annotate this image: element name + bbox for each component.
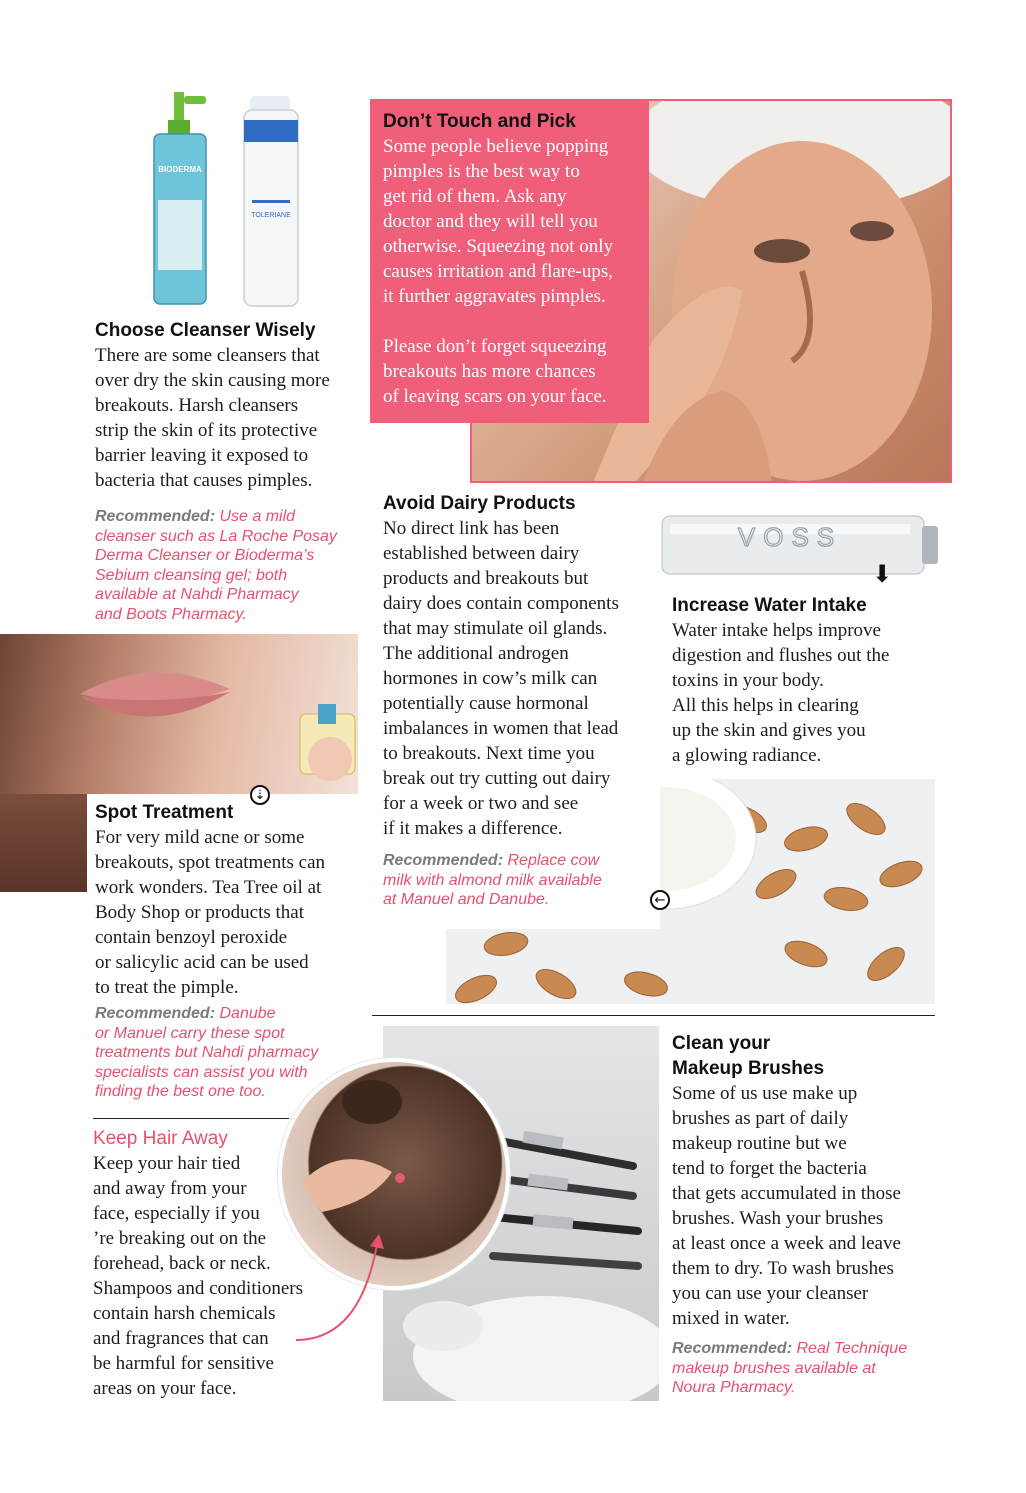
arrow-down-circle-icon: ⇣ — [250, 785, 270, 805]
body-line: bacteria that causes pimples. — [95, 470, 313, 491]
body-line: breakouts, spot treatments can — [95, 852, 326, 873]
body-line: or salicylic acid can be used — [95, 952, 309, 973]
body-line: brushes. Wash your brushes — [672, 1208, 884, 1229]
section-title: Spot Treatment — [95, 802, 234, 823]
bioderma-label: BIODERMA — [158, 165, 202, 174]
section-title: Choose Cleanser Wisely — [95, 320, 316, 341]
body-line: Please don’t forget squeezing — [383, 336, 607, 357]
body-line: dairy does contain components — [383, 593, 619, 614]
body-line: hormones in cow’s milk can — [383, 668, 598, 689]
body-line: Some of us use make up — [672, 1083, 858, 1104]
rec-line: at Manuel and Danube. — [383, 891, 550, 908]
section-body — [383, 516, 658, 841]
body-line: imbalances in women that lead — [383, 718, 619, 739]
body-line: for a week or two and see — [383, 793, 579, 814]
rec-line: Use a mild — [219, 508, 296, 525]
dairy-section — [383, 491, 658, 910]
rec-line: milk with almond milk available — [383, 871, 602, 889]
body-line: that gets accumulated in those — [672, 1183, 901, 1204]
body-line: contain benzoyl peroxide — [95, 927, 288, 948]
section-title-line2: Makeup Brushes — [672, 1058, 825, 1079]
body-line: All this helps in clearing — [672, 695, 859, 716]
rec-line: Noura Pharmacy. — [672, 1379, 796, 1396]
body-line: tend to forget the bacteria — [672, 1158, 867, 1179]
rec-label: Recommended: — [672, 1340, 793, 1357]
section-body — [95, 343, 365, 493]
body-line: doctor and they will tell you — [383, 211, 598, 232]
body-line: digestion and flushes out the — [672, 645, 890, 666]
rec-line: treatments but Nahdi pharmacy — [95, 1044, 319, 1061]
body-line: a glowing radiance. — [672, 745, 822, 766]
body-line: The additional androgen — [383, 643, 569, 664]
rec-line: Danube — [219, 1005, 276, 1022]
body-line: that may stimulate oil glands. — [383, 618, 608, 639]
section-body — [95, 825, 365, 1000]
body-line: Some people believe popping — [383, 136, 609, 157]
body-line: makeup routine but we — [672, 1133, 847, 1154]
body-line: contain harsh chemicals — [93, 1303, 276, 1324]
body-line: barrier leaving it exposed to — [95, 445, 309, 466]
rec-line: Replace cow — [507, 852, 600, 869]
rec-line: available at Nahdi Pharmacy — [95, 586, 299, 603]
divider-spot-hair — [93, 1118, 289, 1119]
cleanser-section — [95, 318, 365, 624]
body-line: otherwise. Squeezing not only — [383, 236, 614, 257]
body-line: get rid of them. Ask any — [383, 186, 567, 207]
body-line: you can use your cleanser — [672, 1283, 869, 1304]
body-line: forehead, back or neck. — [93, 1253, 271, 1274]
body-line: causes irritation and flare-ups, — [383, 261, 614, 282]
body-line: them to dry. To wash brushes — [672, 1258, 894, 1279]
body-line: of leaving scars on your face. — [383, 386, 607, 407]
body-line: Water intake helps improve — [672, 620, 881, 641]
body-line: areas on your face. — [93, 1378, 237, 1399]
section-title-line1: Clean your — [672, 1033, 771, 1054]
body-line: No direct link has been — [383, 518, 560, 539]
body-line: mixed in water. — [672, 1308, 790, 1329]
spot-section — [95, 800, 365, 1102]
body-line: and fragrances that can — [93, 1328, 269, 1349]
rec-line: Derma Cleanser or Bioderma’s — [95, 547, 315, 564]
body-line: to breakouts. Next time you — [383, 743, 595, 764]
body-line: There are some cleansers that — [95, 345, 320, 366]
arrow-down-icon: ⬇ — [872, 560, 893, 588]
body-line: ’re breaking out on the — [93, 1228, 267, 1249]
dont-touch-section — [383, 109, 645, 409]
body-line: be harmful for sensitive — [93, 1353, 274, 1374]
body-line: work wonders. Tea Tree oil at — [95, 877, 322, 898]
body-line: Body Shop or products that — [95, 902, 304, 923]
recommendation — [383, 851, 658, 910]
recommendation — [672, 1339, 942, 1398]
rec-label: Recommended: — [95, 508, 216, 525]
body-line: at least once a week and leave — [672, 1233, 901, 1254]
rec-label: Recommended: — [95, 1005, 216, 1022]
spot-image-lower-strip — [0, 794, 87, 892]
rec-line: cleanser such as La Roche Posay — [95, 527, 337, 545]
body-line: Keep your hair tied — [93, 1153, 241, 1174]
section-title: Keep Hair Away — [93, 1128, 228, 1149]
section-title: Don’t Touch and Pick — [383, 111, 576, 132]
voss-label: VOSS — [737, 522, 843, 552]
toleriane-label: TOLERIANE — [251, 212, 291, 219]
body-line: it further aggravates pimples. — [383, 286, 606, 307]
rec-line: makeup brushes available at — [672, 1359, 876, 1377]
rec-line: finding the best one too. — [95, 1083, 266, 1100]
body-line: over dry the skin causing more — [95, 370, 330, 391]
body-line: face, especially if you — [93, 1203, 260, 1224]
section-title: Increase Water Intake — [672, 595, 867, 616]
section-title: Avoid Dairy Products — [383, 493, 576, 514]
rec-line: Sebium cleansing gel; both — [95, 566, 288, 584]
rec-line: specialists can assist you with — [95, 1063, 308, 1081]
recommendation — [95, 1004, 365, 1102]
section-body — [93, 1151, 333, 1401]
body-line: products and breakouts but — [383, 568, 589, 589]
recommendation — [95, 507, 365, 624]
body-line: For very mild acne or some — [95, 827, 305, 848]
rec-line: or Manuel carry these spot — [95, 1024, 285, 1042]
divider-dairy-brushes — [372, 1015, 935, 1016]
section-body — [383, 134, 645, 409]
voss-water-bottle-image — [660, 510, 940, 580]
body-line: established between dairy — [383, 543, 580, 564]
cleanser-products-image — [140, 90, 320, 310]
body-line: brushes as part of daily — [672, 1108, 849, 1129]
body-line: potentially cause hormonal — [383, 693, 589, 714]
body-line: breakouts. Harsh cleansers — [95, 395, 299, 416]
body-line: toxins in your body. — [672, 670, 824, 691]
section-body — [672, 618, 932, 768]
body-line: to treat the pimple. — [95, 977, 239, 998]
body-line: up the skin and gives you — [672, 720, 866, 741]
body-line: if it makes a difference. — [383, 818, 563, 839]
body-line: break out try cutting out dairy — [383, 768, 611, 789]
rec-label: Recommended: — [383, 852, 504, 869]
rec-line: Real Technique — [796, 1340, 908, 1357]
spot-treatment-image — [0, 634, 358, 794]
body-line: Shampoos and conditioners — [93, 1278, 304, 1299]
water-section — [672, 593, 932, 768]
arrow-left-circle-icon: ← — [650, 890, 670, 910]
body-line: strip the skin of its protective — [95, 420, 318, 441]
section-body — [672, 1081, 942, 1331]
body-line: breakouts has more chances — [383, 361, 596, 382]
rec-line: and Boots Pharmacy. — [95, 605, 247, 623]
body-line: pimples is the best way to — [383, 161, 580, 182]
body-line: and away from your — [93, 1178, 247, 1199]
hair-section — [93, 1126, 333, 1401]
brushes-section — [672, 1031, 942, 1398]
